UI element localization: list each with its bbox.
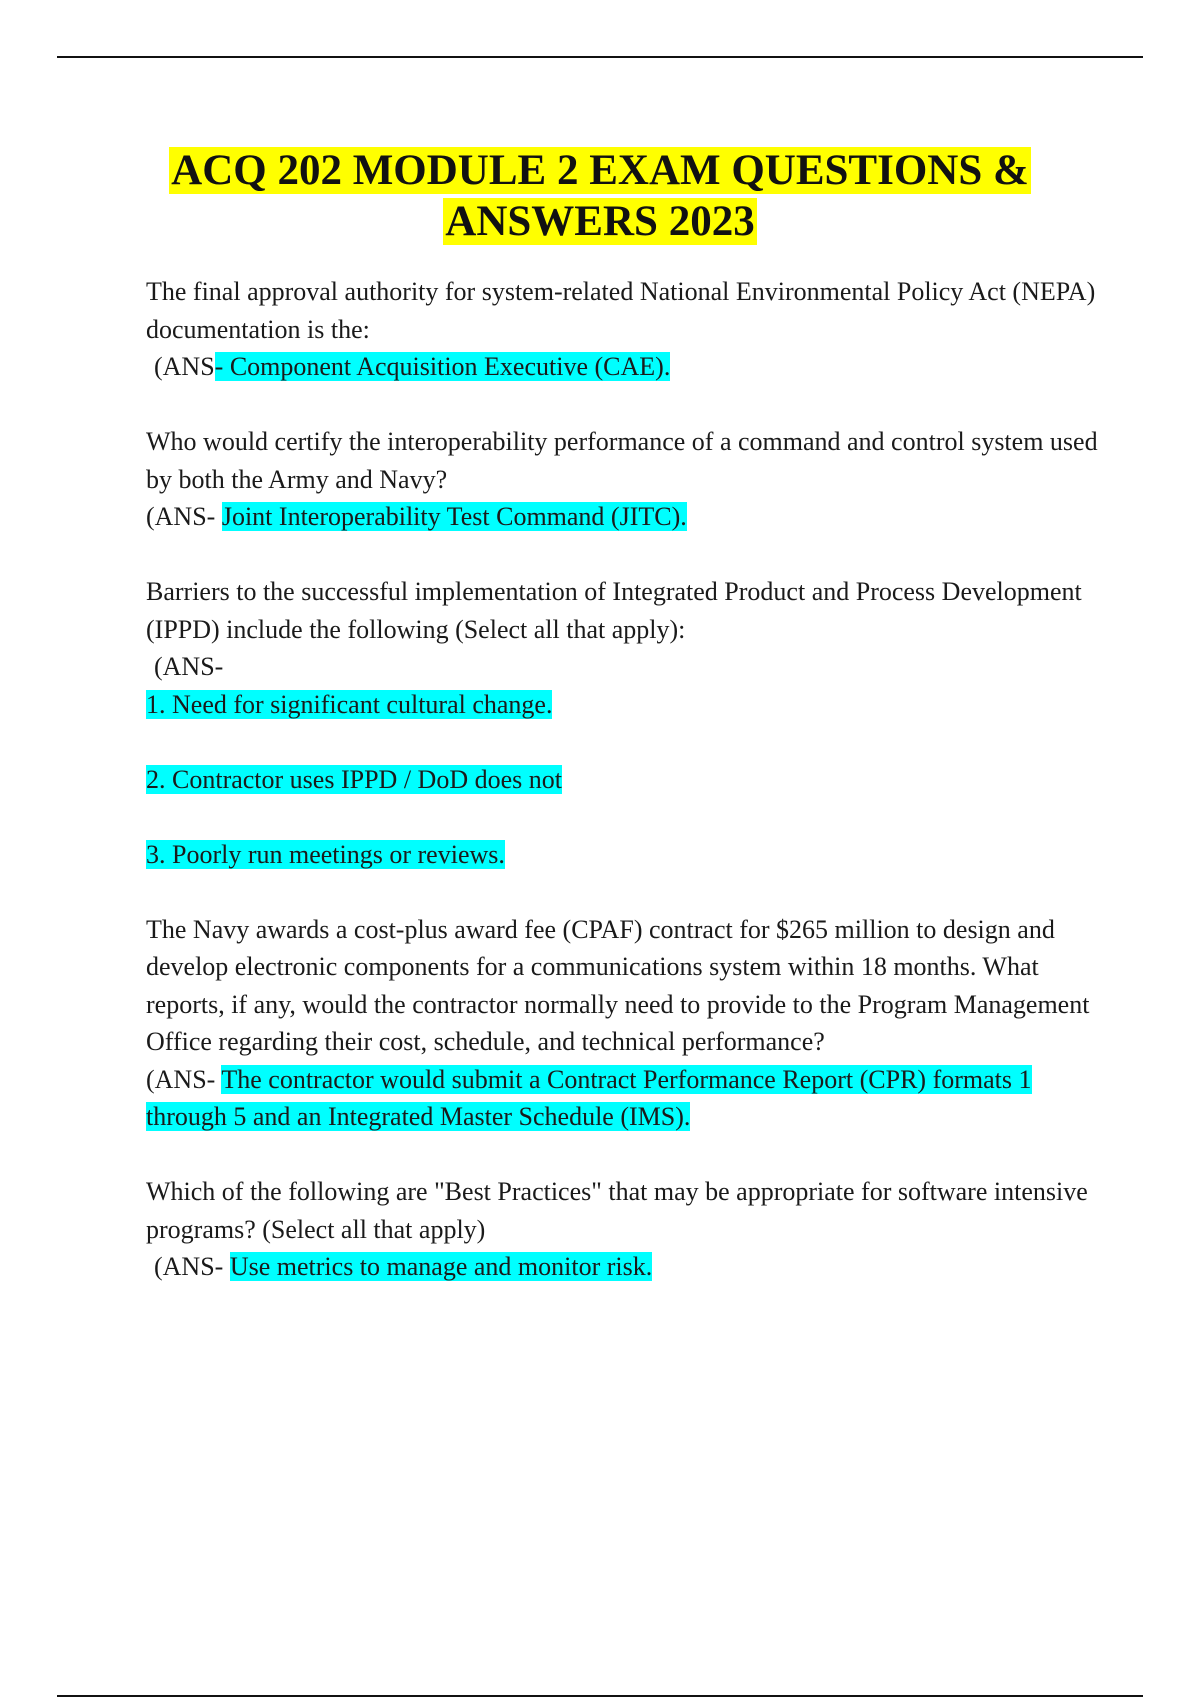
question-2: Who would certify the interoperability performance of a command and control system used by both the Army and Navy? (146, 427, 1098, 494)
answer-4-highlight: The contractor would submit a Contract Performance Report (CPR) formats 1 through 5 and an Integrated Master Schedule (IMS). (146, 1064, 1032, 1131)
question-1: The final approval authority for system-related National Environmental Policy Act (NEPA) documentation is the: (146, 277, 1096, 344)
answer-3-item-3 (146, 836, 1101, 874)
question-4: The Navy awards a cost-plus award fee (CPAF) contract for $265 million to design and develop electronic components for a communications system within 18 months. What reports, if any, would the contractor normally need to provide to the Program Management Office regarding their cost, schedule, and technical performance? (146, 914, 1090, 1056)
answer-1-prefix: (ANS (154, 352, 215, 381)
answer-3-prefix: (ANS- (154, 652, 224, 681)
answer-5-highlight: Use metrics to manage and monitor risk. (229, 1252, 653, 1281)
answer-2-prefix: (ANS- (146, 502, 222, 531)
title-line-2: ANSWERS 2023 (445, 198, 755, 245)
answer-2-highlight: Joint Interoperability Test Command (JITC). (221, 502, 687, 531)
answer-3-item-1-highlight: 1. Need for significant cultural change. (146, 689, 553, 719)
answer-4-line (146, 1061, 1101, 1136)
answer-1-highlight: - Component Acquisition Executive (CAE). (214, 352, 671, 381)
question-3: Barriers to the successful implementation of Integrated Product and Process Development (IPPD) include the following (Select all that apply): (146, 577, 1082, 644)
answer-4-prefix: (ANS- (146, 1064, 222, 1094)
top-rule (57, 56, 1143, 58)
bottom-rule (57, 1695, 1143, 1697)
answer-3-item-1 (146, 686, 1101, 724)
document-title (100, 145, 1100, 247)
qa-content (146, 273, 1101, 1286)
answer-1-line (146, 348, 1101, 386)
answer-3-item-2-highlight: 2. Contractor uses IPPD / DoD does not (146, 764, 562, 794)
answer-5-prefix: (ANS- (154, 1252, 230, 1281)
title-line-1: ACQ 202 MODULE 2 EXAM QUESTIONS & (171, 147, 1029, 194)
answer-3-item-2 (146, 761, 1101, 799)
answer-3-item-3-highlight: 3. Poorly run meetings or reviews. (146, 839, 505, 869)
answer-2-line (146, 498, 1101, 536)
answer-5-line (146, 1248, 1101, 1286)
question-5: Which of the following are "Best Practices" that may be appropriate for software intensive programs? (Select all that apply) (146, 1177, 1088, 1244)
